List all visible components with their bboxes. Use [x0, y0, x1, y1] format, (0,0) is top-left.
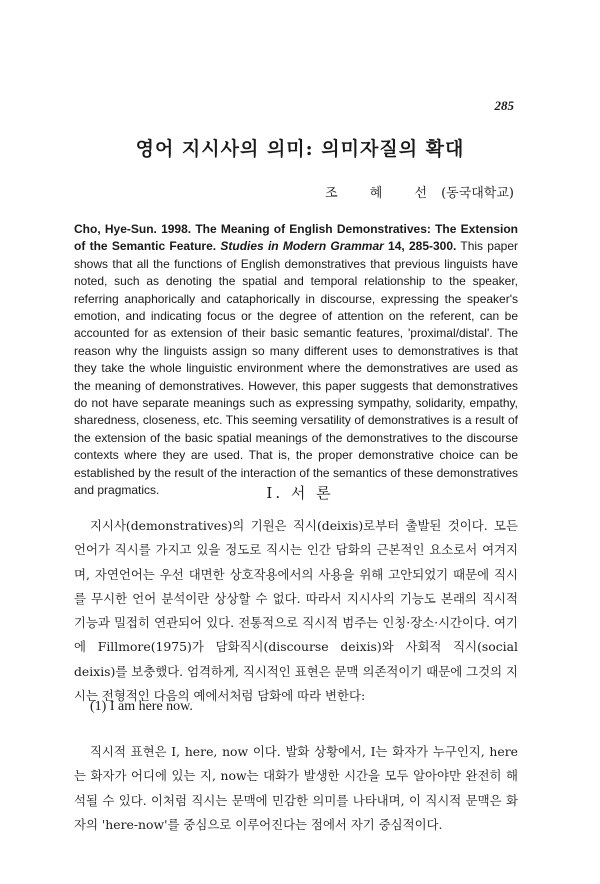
- page-number: 285: [494, 98, 514, 113]
- example-sentence: (1) I am here now.: [90, 699, 193, 714]
- author-name: 조 혜 선: [325, 186, 442, 201]
- author-line: [325, 182, 514, 201]
- abstract-text: This paper shows that all the functions of English demonstratives that previous linguists have noted, such as denoting the spatial and temporal relationship to the speaker, referring anaphorically and cataphorically in discourse, expressing the speaker's emotion, and indicating focus or the degree of attention on the referent, can be accounted for as extension of their basic semantic features, 'proximal/distal'. The reason why the linguists assign so many different uses to demonstratives is that they take the whole linguistic environment where the demonstratives are used as the meaning of demonstratives. However, this paper suggests that demonstratives do not have separate meanings such as expressing sympathy, solidarity, empathy, sharedness, closeness, etc. This seeming versatility of demonstratives is a result of the extension of the basic spatial meanings of the demonstratives to the discourse contexts where they are used. That is, the proper demonstrative choice can be established by the result of the interaction of the semantics of these demonstratives and pragmatics.: [74, 239, 518, 498]
- volume-pages: 14, 285-300.: [388, 239, 457, 254]
- citation-title: The Meaning of English Demonstratives: The Extension of the Semantic Feature.: [74, 222, 518, 254]
- body-paragraph: 지시사(demonstratives)의 기원은 직시(deixis)로부터 출발된 것이다. 모든 언어가 직시를 가지고 있을 정도로 직시는 인간 담화의 근본적인 요소로서 여겨지며, 자연언어는 우선 대면한 상호작용에서의 사용을 위해 고안되었기 때문에 직시를 무시한 언어 분석이란 상상할 수 없다. 따라서 지시사의 기능도 본래의 직시적 기능과 밀접히 연관되어 있다. 전통적으로 직시적 범주는 인칭·장소·시간이다. 여기에 Fillmore(1975)가 담화직시(discourse deixis)와 사회적 직시(social deixis)를 보충했다. 엄격하게, 직시적인 표현은 문맥 의존적이기 때문에 그것의 지시는 전형적인 다음의 예에서처럼 담화에 따라 변한다:: [74, 518, 518, 704]
- citation-authors: Cho, Hye-Sun. 1998.: [74, 222, 192, 236]
- paper-title: 영어 지시사의 의미: 의미자질의 확대: [135, 138, 465, 160]
- section-heading: I. 서 론: [266, 484, 334, 502]
- abstract: [74, 221, 518, 500]
- body-paragraph: 직시적 표현은 I, here, now 이다. 발화 상황에서, I는 화자가 누구인지, here는 화자가 어디에 있는 지, now는 대화가 발생한 시간을 모두 알아야만 완전히 해석될 수 있다. 이처럼 직시는 문맥에 민감한 의미를 나타내며, 이 직시적 문맥은 화자의 'here-now'를 중심으로 이루어진다는 점에서 자기 중심적이다.: [74, 744, 518, 832]
- journal-name: Studies in Modern Grammar: [220, 239, 384, 254]
- author-affiliation: (동국대학교): [441, 186, 514, 201]
